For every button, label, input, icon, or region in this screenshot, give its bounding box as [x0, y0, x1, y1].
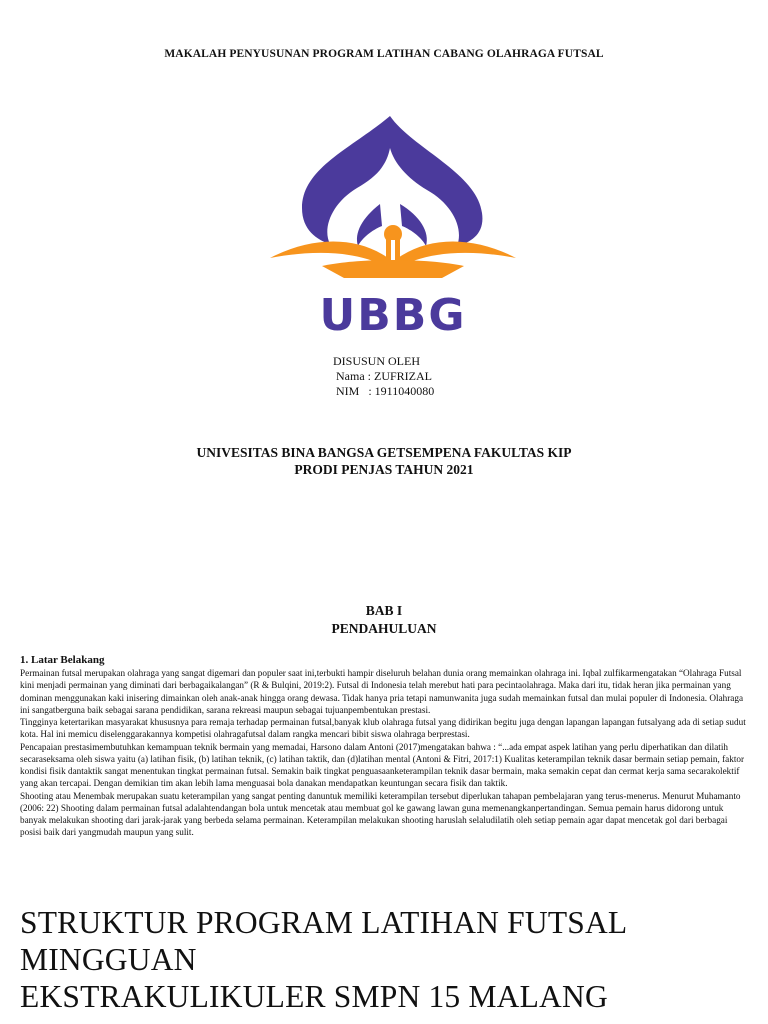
chapter-heading	[0, 602, 768, 638]
document-header-title: MAKALAH PENYUSUNAN PROGRAM LATIHAN CABANG OLAHRAGA FUTSAL	[164, 48, 604, 60]
author-block	[333, 354, 434, 399]
logo-wordmark: UBBG	[319, 290, 467, 340]
body-paragraph: Shooting atau Menembak merupakan suatu keterampilan yang sangat penting danuntuk memiliki keterampilan tersebut diperlukan tahapan pembelajaran yang terus-menerus. Menurut Muhamanto (2006: 22) Shooting dalam permainan futsal adalahtendangan bola untuk mencetak atau membuat gol ke gawang lawan guna memenangkanpertandingan. Semua pemain harus didorong untuk banyak melakukan shooting dari jarak-jarak yang berbeda selama permainan. Keterampilan melakukan shooting haruslah selaludilatih oleh setiap pemain agar dapat mencetak gol dari berbagai posisi baik dari yangmudah maupun yang sulit.	[20, 790, 741, 838]
structure-title	[20, 904, 760, 1015]
section-body	[20, 667, 748, 839]
chapter-title: PENDAHULUAN	[331, 621, 437, 636]
body-paragraph: Tingginya ketertarikan masyarakat khususnya para remaja terhadap permainan futsal,banyak klub olahraga futsal yang didirikan begitu juga dengan lapangan lapangan futsalyang ada di setiap sudut kota. Hal ini memicu diselenggarakannya kompetisi olahragafutsal dalam rangka mencari bibit siswa olahraga berprestasi.	[20, 717, 746, 740]
university-logo	[262, 108, 524, 340]
institution-name: UNIVESITAS BINA BANGSA GETSEMPENA FAKULTAS KIP	[196, 445, 572, 460]
author-nim: NIM : 1911040080	[333, 384, 435, 398]
institution-block	[0, 444, 768, 478]
chapter-number: BAB I	[365, 603, 403, 618]
logo-torch-cut	[391, 240, 395, 260]
section-heading: 1. Latar Belakang	[20, 654, 105, 666]
structure-title-line: EKSTRAKULIKULER SMPN 15 MALANG	[20, 979, 608, 1014]
logo-inner-left	[357, 204, 382, 246]
structure-title-line: STRUKTUR PROGRAM LATIHAN FUTSAL	[20, 905, 628, 940]
body-paragraph: Pencapaian prestasimembutuhkan kemampuan teknik bermain yang memadai, Harsono dalam Antoni (2017)mengatakan bahwa : “...ada empat aspek latihan yang perlu diperhatikan dan dilatih secaraseksama oleh siswa yaitu (a) latihan fisik, (b) latihan teknik, (c) latihan taktik, dan (d)latihan mental (Antoni & Fitri, 2017:1) Kualitas keterampilan teknik dasar bermain setiap pemain, faktor kondisi fisik dantaktik sangat menentukan tingkat permainan futsal. Semakin baik tingkat penguasaanketerampilan teknik dasar bermain, maka semakin cepat dan cermat kerja sama secarakolektif yang akan tercapai. Dengan demikian tim akan lebih lama menguasai bola danakan mendapatkan keuntungan secara fisik dan taktik.	[20, 741, 745, 789]
prepared-by-label: DISUSUN OLEH	[333, 354, 420, 368]
author-name: Nama : ZUFRIZAL	[333, 369, 432, 383]
structure-title-line: MINGGUAN	[20, 942, 197, 977]
body-paragraph: Permainan futsal merupakan olahraga yang sangat digemari dan populer saat ini,terbukti hampir diseluruh belahan dunia orang memainkan olahraga ini. Iqbal zulfikarmengatakan “Olahraga Futsal kini menjadi permainan yang diminati dari berbagaikalangan” (R & Bulqini, 2019:2). Futsal di Indonesia telah merebut hati para pecintaolahraga. Maka dari itu, tidak heran jika permainan yang dominan menggunakan kaki inisering dimainkan oleh anak-anak hingga orang dewasa. Tidak hanya pria tetapi namunwanita juga sudah memainkan futsal dan mulai populer di Indonesia. Olahraga ini sangatberguna baik sebagai sarana pendidikan, sarana rekreasi maupun sebagai tujuanpembentukan prestasi.	[20, 668, 744, 715]
logo-inner-right	[400, 204, 427, 246]
program-year: PRODI PENJAS TAHUN 2021	[294, 462, 474, 477]
